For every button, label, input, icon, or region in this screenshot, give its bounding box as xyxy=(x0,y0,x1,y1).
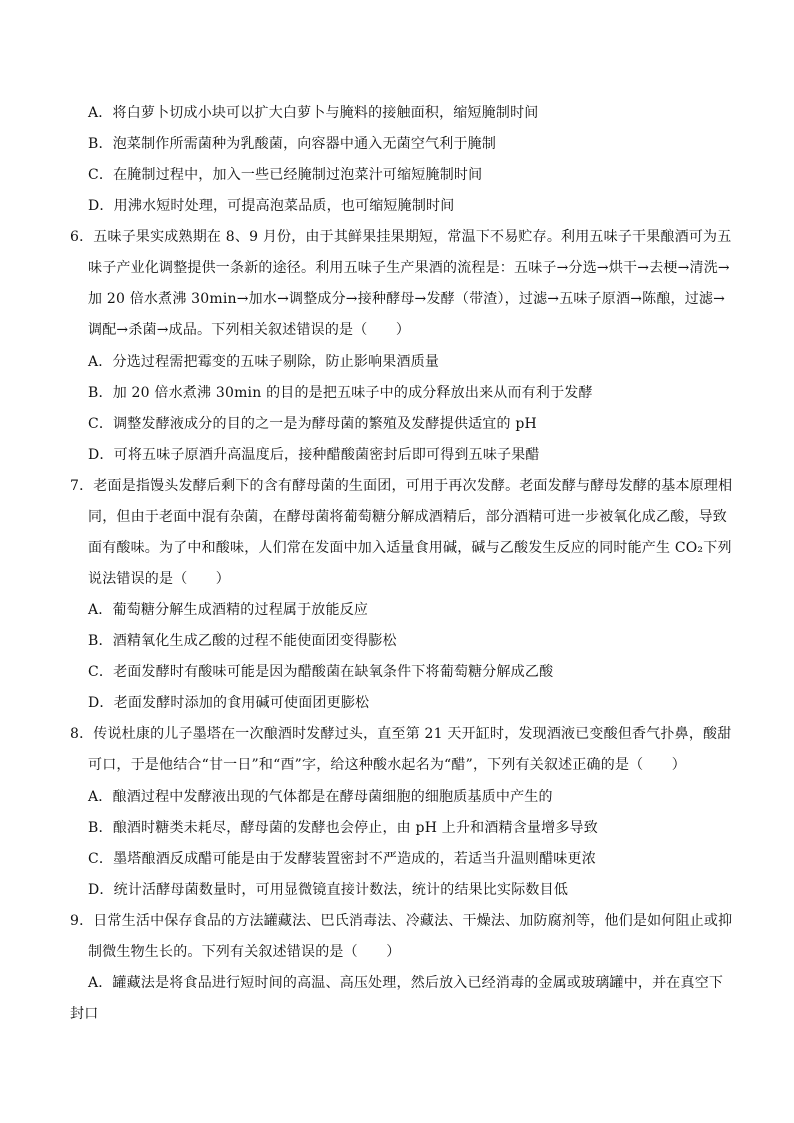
q7-option-b: B．酒精氧化生成乙酸的过程不能使面团变得膨松 xyxy=(88,633,397,649)
q6-option-a: A．分选过程需把霉变的五味子剔除，防止影响果酒质量 xyxy=(88,354,440,370)
q5-option-b: B．泡菜制作所需菌种为乳酸菌，向容器中通入无菌空气利于腌制 xyxy=(88,136,497,152)
q9-stem-line: 9．日常生活中保存食品的方法罐藏法、巴氏消毒法、冷藏法、干燥法、加防腐剂等，他们是如何阻止或抑 xyxy=(70,913,733,929)
q6-option-d: D．可将五味子原酒升高温度后，接种醋酸菌密封后即可得到五味子果醋 xyxy=(88,447,540,463)
q8-option-a: A．酿酒过程中发酵液出现的气体都是在酵母菌细胞的细胞质基质中产生的 xyxy=(88,789,553,805)
q7-option-a: A．葡萄糖分解生成酒精的过程属于放能反应 xyxy=(88,602,369,618)
q7-stem-line: 说法错误的是（ ） xyxy=(88,571,230,587)
q7-option-c: C．老面发酵时有酸味可能是因为醋酸菌在缺氧条件下将葡萄糖分解成乙酸 xyxy=(88,664,554,680)
q5-option-c: C．在腌制过程中，加入一些已经腌制过泡菜汁可缩短腌制时间 xyxy=(88,167,483,183)
q7-option-d: D．老面发酵时添加的食用碱可使面团更膨松 xyxy=(88,695,370,711)
q6-option-b: B．加 20 倍水煮沸 30min 的目的是把五味子中的成分释放出来从而有利于发酵 xyxy=(88,385,593,401)
q7-stem-line: 7．老面是指馒头发酵后剩下的含有酵母菌的生面团，可用于再次发酵。老面发酵与酵母发酵的基本原理相 xyxy=(70,478,733,494)
q9-stem-line: 制微生物生长的。下列有关叙述错误的是（ ） xyxy=(88,944,401,960)
q8-option-d: D．统计活酵母菌数量时，可用显微镜直接计数法，统计的结果比实际数目低 xyxy=(88,882,569,898)
q8-stem-line: 8．传说杜康的儿子墨塔在一次酿酒时发酵过头，直至第 21 天开缸时，发现酒液已变酸但香气扑鼻，酸甜 xyxy=(70,726,732,742)
q8-option-c: C．墨塔酿酒反成醋可能是由于发酵装置密封不严造成的，若适当升温则醋味更浓 xyxy=(88,851,596,867)
q7-stem-line: 同，但由于老面中混有杂菌，在酵母菌将葡萄糖分解成酒精后，部分酒精可进一步被氧化成乙酸，导致 xyxy=(88,509,727,525)
q9-option-a: A．罐藏法是将食品进行短时间的高温、高压处理，然后放入已经消毒的金属或玻璃罐中，并在真空下 xyxy=(88,975,724,991)
q8-option-b: B．酿酒时糖类未耗尽，酵母菌的发酵也会停止，由 pH 上升和酒精含量增多导致 xyxy=(88,820,598,836)
q6-stem-line: 加 20 倍水煮沸 30min→加水→调整成分→接种酵母→发酵（带渣），过滤→五味子原酒→陈酿，过滤→ xyxy=(88,291,726,307)
q8-stem-line: 可口，于是他结合“甘一日”和“酉”字，给这种酸水起名为“醋”，下列有关叙述正确的是（ ） xyxy=(88,757,686,773)
q7-stem-line: 面有酸味。为了中和酸味，人们常在发面中加入适量食用碱，碱与乙酸发生反应的同时能产生 CO₂下列 xyxy=(88,540,732,556)
q6-stem-line: 6．五味子果实成熟期在 8、9 月份，由于其鲜果挂果期短，常温下不易贮存。利用五味子干果酿酒可为五 xyxy=(70,229,732,245)
q6-stem-line: 味子产业化调整提供一条新的途径。利用五味子生产果酒的流程是：五味子→分选→烘干→去梗→清洗→ xyxy=(88,260,730,276)
q6-option-c: C．调整发酵液成分的目的之一是为酵母菌的繁殖及发酵提供适宜的 pH xyxy=(88,416,537,432)
q5-option-d: D．用沸水短时处理，可提高泡菜品质，也可缩短腌制时间 xyxy=(88,198,455,214)
q9-option-a-wrap: 封口 xyxy=(70,1006,99,1022)
q5-option-a: A．将白萝卜切成小块可以扩大白萝卜与腌料的接触面积，缩短腌制时间 xyxy=(88,105,539,121)
q6-stem-line: 调配→杀菌→成品。下列相关叙述错误的是（ ） xyxy=(88,322,411,338)
